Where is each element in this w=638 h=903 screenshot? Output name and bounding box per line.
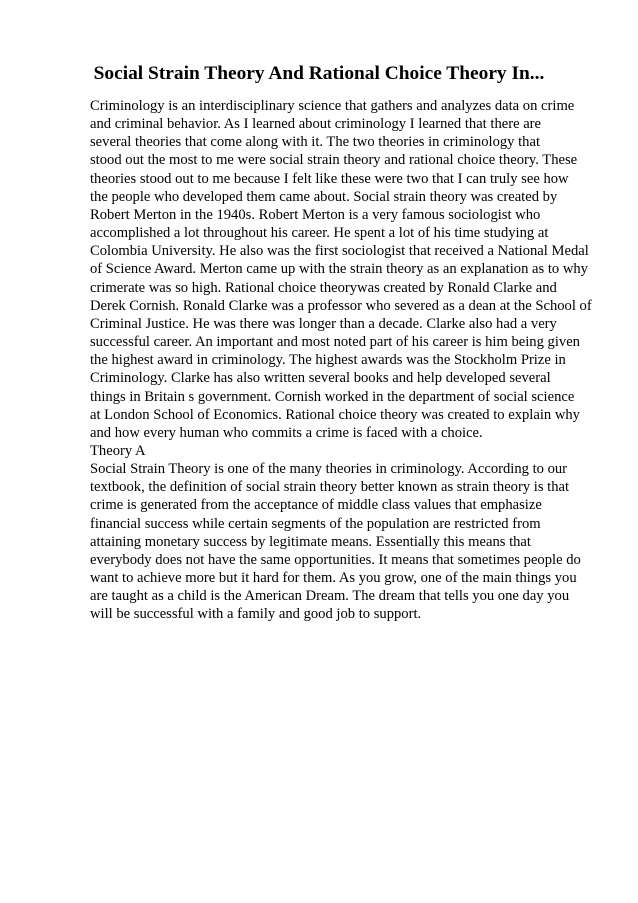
text-line: the highest award in criminology. The highest awards was the Stockholm Prize in: [90, 352, 566, 369]
text-line: crime is generated from the acceptance of middle class values that emphasize: [90, 497, 542, 514]
text-line: attaining monetary success by legitimate means. Essentially this means that: [90, 533, 531, 550]
text-line: Criminology is an interdisciplinary science that gathers and analyzes data on crime: [90, 98, 575, 114]
text-line: everybody does not have the same opportunities. It means that sometimes people do: [90, 551, 581, 568]
text-line: accomplished a lot throughout his career. He spent a lot of his time studying at: [90, 225, 549, 242]
text-line: and criminal behavior. As I learned about criminology I learned that there are: [90, 116, 542, 133]
text-line: textbook, the definition of social strain theory better known as strain theory is that: [90, 479, 570, 496]
text-line: Criminology. Clarke has also written several books and help developed several: [90, 370, 551, 387]
text-line: Criminal Justice. He was there was longer than a decade. Clarke also had a very: [90, 315, 557, 332]
text-line: crimerate was so high. Rational choice theorywas created by Ronald Clarke and: [90, 279, 557, 296]
text-line: Robert Merton in the 1940s. Robert Merton is a very famous sociologist who: [90, 206, 541, 223]
text-line: Colombia University. He also was the first sociologist that received a National Medal: [90, 243, 589, 260]
text-line: of Science Award. Merton came up with the strain theory as an explanation as to why: [90, 261, 588, 278]
document-body: [90, 97, 630, 624]
document-title: Social Strain Theory And Rational Choice Theory In...: [93, 63, 545, 84]
text-line: the people who developed them came about. Social strain theory was created by: [90, 188, 558, 205]
text-line: want to achieve more but it hard for them. As you grow, one of the main things you: [90, 570, 577, 587]
text-line: and how every human who commits a crime is faced with a choice.: [90, 424, 483, 441]
text-line: things in Britain s government. Cornish worked in the department of social science: [90, 388, 575, 405]
text-line: several theories that come along with it. The two theories in criminology that: [90, 134, 540, 151]
text-line: will be successful with a family and good job to support.: [90, 606, 422, 623]
text-line: at London School of Economics. Rational choice theory was created to explain why: [90, 406, 580, 423]
section-heading: Theory A: [90, 442, 146, 459]
text-line: Derek Cornish. Ronald Clarke was a professor who severed as a dean at the School of: [90, 297, 592, 314]
text-line: Social Strain Theory is one of the many theories in criminology. According to our: [90, 461, 568, 478]
text-line: successful career. An important and most noted part of his career is him being given: [90, 334, 580, 351]
text-line: are taught as a child is the American Dream. The dream that tells you one day you: [90, 588, 570, 605]
text-line: financial success while certain segments of the population are restricted from: [90, 515, 541, 532]
text-line: stood out the most to me were social strain theory and rational choice theory. These: [90, 152, 578, 169]
text-line: theories stood out to me because I felt like these were two that I can truly see how: [90, 170, 569, 187]
